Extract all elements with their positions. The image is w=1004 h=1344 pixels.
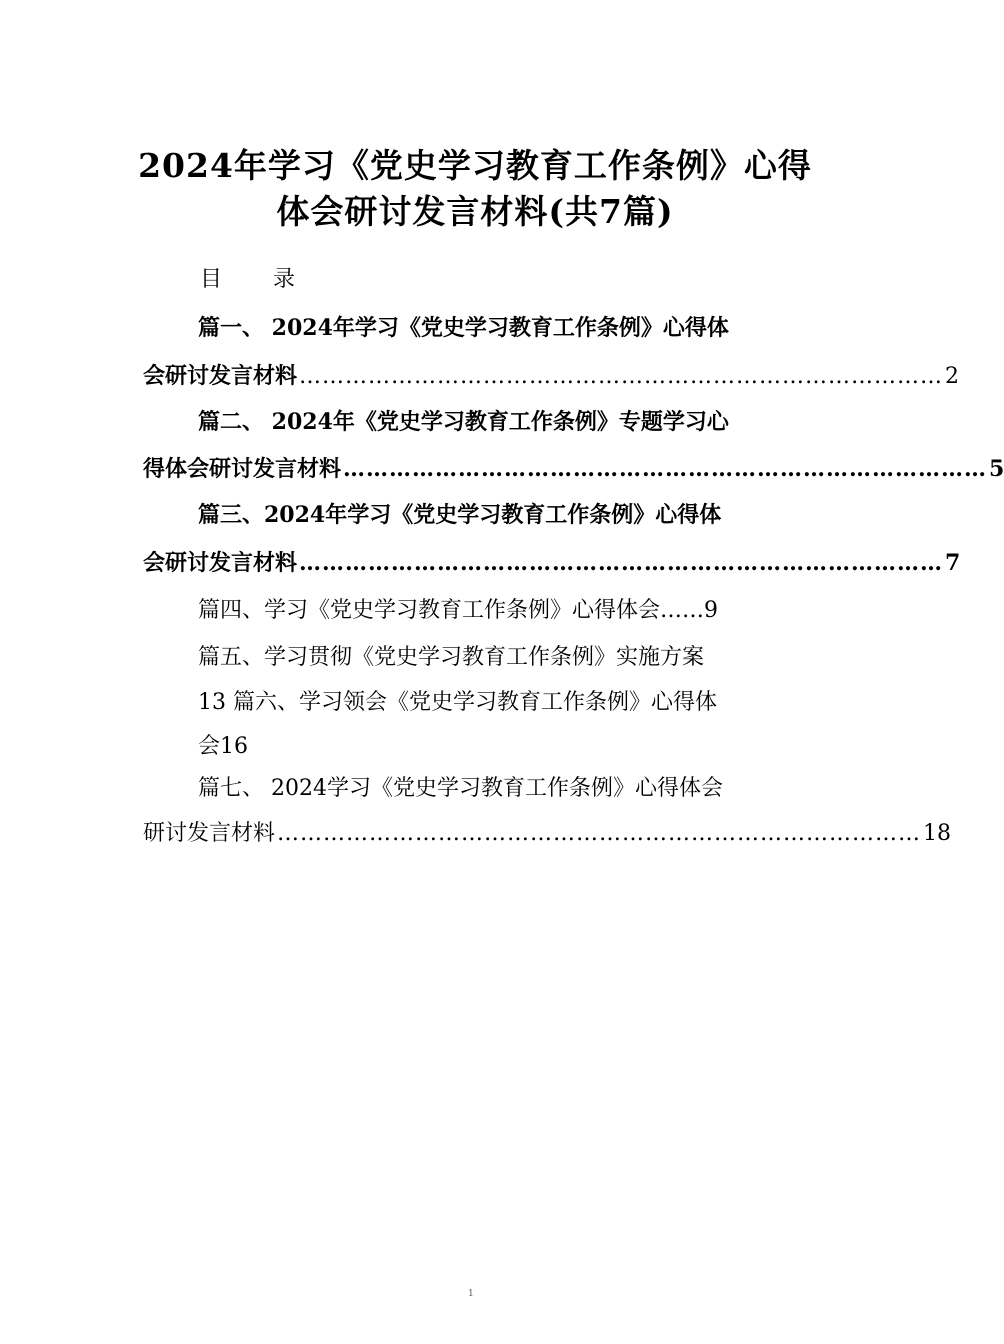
toc-entry-2-line-2[interactable] <box>143 451 1004 487</box>
toc-entry-7-line-2[interactable] <box>143 816 952 852</box>
toc-entry-3-page: 7 <box>945 550 961 576</box>
toc-entry-7-leader: ………………………………………………………………………… <box>277 821 922 846</box>
toc-entry-7-page: 18 <box>923 821 952 846</box>
toc-entry-1-leader: ………………………………………………………………………… <box>299 364 944 389</box>
toc-entry-1-line-2[interactable] <box>143 358 960 395</box>
document-title-line-1: 2024年学习《党史学习教育工作条例》心得 <box>138 146 812 185</box>
toc-entry-1-line-1[interactable]: 篇一、 2024年学习《党史学习教育工作条例》心得体 <box>198 315 729 341</box>
toc-entry-4-line-1[interactable]: 篇四、学习《党史学习教育工作条例》心得体会……9 <box>198 598 718 623</box>
toc-entry-7-text: 研讨发言材料 <box>143 821 276 846</box>
toc-entry-2-text: 得体会研讨发言材料 <box>143 456 342 482</box>
toc-entry-5-line-2[interactable]: 13 篇六、学习领会《党史学习教育工作条例》心得体 <box>198 690 717 715</box>
toc-entry-3-text: 会研讨发言材料 <box>143 550 298 576</box>
toc-entry-5-line-3[interactable]: 会16 <box>198 734 248 759</box>
footer-page-number: 1 <box>468 1289 474 1299</box>
document-title-line-2: 体会研讨发言材料(共7篇) <box>276 192 674 231</box>
toc-entry-3-leader: ………………………………………………………………………… <box>299 550 944 576</box>
toc-entry-3-line-2[interactable] <box>143 545 961 581</box>
toc-entry-5-line-1[interactable]: 篇五、学习贯彻《党史学习教育工作条例》实施方案 <box>198 645 705 670</box>
toc-entry-1-page: 2 <box>945 364 960 389</box>
toc-entry-1-text: 会研讨发言材料 <box>143 363 298 389</box>
toc-entry-7-line-1[interactable]: 篇七、 2024学习《党史学习教育工作条例》心得体会 <box>198 776 723 801</box>
toc-entry-2-page: 5 <box>989 456 1004 482</box>
toc-entry-2-leader: ………………………………………………………………………… <box>343 456 988 482</box>
toc-heading: 目 录 <box>200 267 317 292</box>
toc-entry-3-line-1[interactable]: 篇三、2024年学习《党史学习教育工作条例》心得体 <box>198 502 722 528</box>
toc-entry-2-line-1[interactable]: 篇二、 2024年《党史学习教育工作条例》专题学习心 <box>198 409 729 435</box>
